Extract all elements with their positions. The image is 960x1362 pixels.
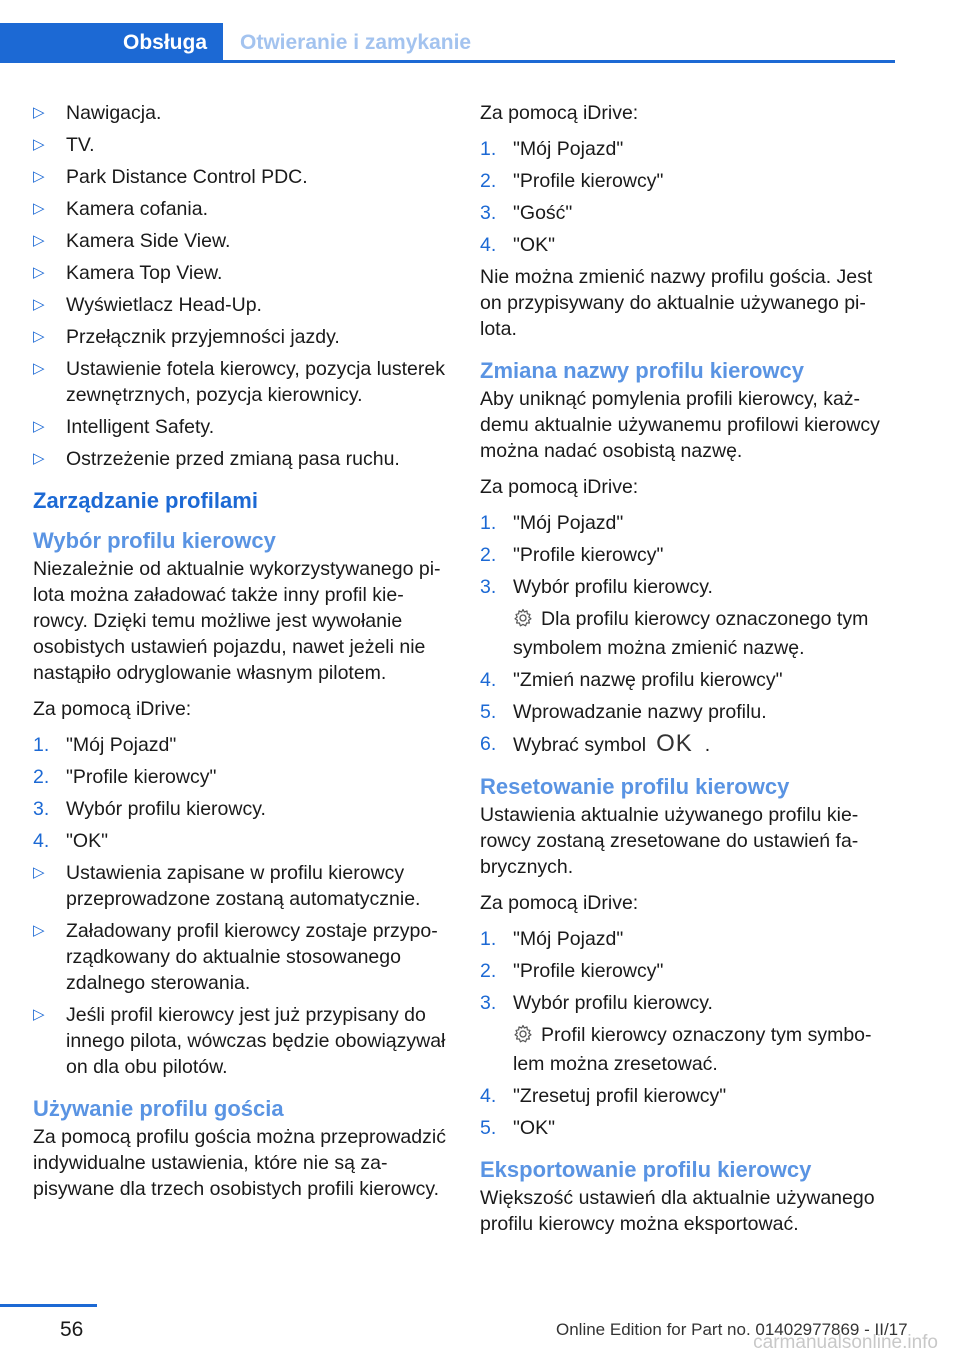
list-item: ▷ Jeśli profil kierowcy jest już przypisany do innego pilota, wówczas będzie obowiązywał on dla obu pilotów. bbox=[33, 1004, 446, 1078]
gear-icon bbox=[513, 608, 533, 635]
guest-profile-note: Nie można zmienić nazwy profilu gościa. Jest on przypisywany do aktualnie używanego pilota. bbox=[480, 266, 873, 340]
list-item: ▷ Ustawienie fotela kierowcy, pozycja lusterek zewnętrznych, pozycja kierownicy. bbox=[33, 358, 445, 406]
heading-rename-profile: Zmiana nazwy profilu kierowcy bbox=[480, 358, 804, 383]
idrive-label: Za pomocą iDrive: bbox=[480, 102, 639, 124]
list-item: ▷ Przełącznik przyjemności jazdy. bbox=[33, 326, 340, 348]
list-item: 3. Wybór profilu kierowcy. bbox=[480, 992, 713, 1014]
section-tab-otwieranie: Otwieranie i zamykanie bbox=[240, 31, 472, 54]
list-item: 5. "OK" bbox=[480, 1117, 556, 1139]
rename-paragraph: Aby uniknąć pomylenia profili kierowcy, każdemu aktualnie używanemu profilowi kierowcy można nadać osobistą nazwę. bbox=[480, 388, 880, 462]
list-item: 1. "Mój Pojazd" bbox=[480, 138, 624, 160]
reset-steps bbox=[480, 926, 893, 1016]
list-item: ▷ Załadowany profil kierowcy zostaje przyporządkowany do aktualnie stosowanego zdalnego sterowania. bbox=[33, 920, 438, 994]
list-item: ▷ Wyświetlacz Head-Up. bbox=[33, 294, 262, 316]
list-item: 4. "OK" bbox=[33, 830, 109, 852]
list-item: ▷ TV. bbox=[33, 134, 95, 156]
page-header bbox=[0, 0, 960, 64]
list-item: 3. Wybór profilu kierowcy. bbox=[33, 798, 266, 820]
list-item: ▷ Nawigacja. bbox=[33, 102, 162, 124]
footer-divider bbox=[0, 1304, 97, 1307]
header-divider bbox=[223, 60, 895, 63]
idrive-label: Za pomocą iDrive: bbox=[33, 698, 192, 720]
feature-list bbox=[33, 100, 448, 472]
reset-steps-cont bbox=[480, 1083, 893, 1141]
list-item: 2. "Profile kierowcy" bbox=[480, 544, 664, 566]
list-item: 3. "Gość" bbox=[480, 202, 573, 224]
gear-icon bbox=[513, 1024, 533, 1051]
list-item: 2. "Profile kierowcy" bbox=[33, 766, 217, 788]
heading-export-profile: Eksportowanie profilu kierowcy bbox=[480, 1157, 812, 1182]
list-item: 2. "Profile kierowcy" bbox=[480, 960, 664, 982]
list-item: 2. "Profile kierowcy" bbox=[480, 170, 664, 192]
list-item: ▷ Park Distance Control PDC. bbox=[33, 166, 308, 188]
left-column bbox=[33, 100, 448, 1212]
select-profile-notes bbox=[33, 860, 448, 1080]
heading-profile-management: Zarządzanie profilami bbox=[33, 488, 258, 513]
rename-symbol-note: Dla profilu kierowcy oznaczonego tym symbolem można zmienić nazwę. bbox=[513, 608, 869, 659]
list-item: 3. Wybór profilu kierowcy. bbox=[480, 576, 713, 598]
edition-text: Online Edition for Part no. 01402977869 - II/17 bbox=[556, 1320, 908, 1339]
list-item: ▷ Kamera cofania. bbox=[33, 198, 208, 220]
list-item: 4. "Zresetuj profil kierowcy" bbox=[480, 1085, 727, 1107]
list-item: ▷ Intelligent Safety. bbox=[33, 416, 215, 438]
list-item: ▷ Ostrzeżenie przed zmianą pasa ruchu. bbox=[33, 448, 400, 470]
heading-reset-profile: Resetowanie profilu kierowcy bbox=[480, 774, 790, 799]
right-column bbox=[480, 100, 893, 1247]
watermark: carmanualsonline.info bbox=[753, 1332, 938, 1353]
idrive-label: Za pomocą iDrive: bbox=[480, 476, 639, 498]
list-item: ▷ Ustawienia zapisane w profilu kierowcy przeprowadzone zostaną automatycznie. bbox=[33, 862, 421, 910]
list-item: 1. "Mój Pojazd" bbox=[480, 928, 624, 950]
list-item: 6. Wybrać symbol OK . bbox=[480, 730, 711, 757]
section-tab-obsluga: Obsługa bbox=[0, 23, 223, 63]
list-item: 5. Wprowadzanie nazwy profilu. bbox=[480, 701, 767, 723]
rename-steps bbox=[480, 510, 893, 600]
select-profile-paragraph: Niezależnie od aktualnie wykorzystywanego pilota można załadować także inny profil kierowcy. Dzięki temu możliwe jest wywołanie osobistych ustawień pojazdu, nawet jeżeli nie nastąpiło odryglowanie własnym pilotem. bbox=[33, 558, 441, 684]
list-item: 4. "Zmień nazwę profilu kierowcy" bbox=[480, 669, 783, 691]
list-item: 4. "OK" bbox=[480, 234, 556, 256]
heading-guest-profile: Używanie profilu gościa bbox=[33, 1096, 284, 1121]
reset-paragraph: Ustawienia aktualnie używanego profilu kierowcy zostaną zresetowane do ustawień fabrycznych. bbox=[480, 804, 859, 878]
export-paragraph: Większość ustawień dla aktualnie używanego profilu kierowcy można eksportować. bbox=[480, 1187, 875, 1235]
idrive-label: Za pomocą iDrive: bbox=[480, 892, 639, 914]
rename-steps-cont bbox=[480, 667, 893, 758]
reset-symbol-note: Profil kierowcy oznaczony tym symbolem można zresetować. bbox=[513, 1024, 872, 1075]
list-item: 1. "Mój Pojazd" bbox=[33, 734, 177, 756]
list-item: ▷ Kamera Side View. bbox=[33, 230, 231, 252]
heading-select-profile: Wybór profilu kierowcy bbox=[33, 528, 276, 553]
select-profile-steps bbox=[33, 732, 448, 854]
guest-profile-paragraph: Za pomocą profilu gościa można przeprowadzić indywidualne ustawienia, które nie są zapisywane dla trzech osobistych profili kierowcy. bbox=[33, 1126, 446, 1200]
list-item: ▷ Kamera Top View. bbox=[33, 262, 223, 284]
page-number: 56 bbox=[60, 1318, 84, 1341]
guest-profile-steps bbox=[480, 136, 893, 258]
list-item: 1. "Mój Pojazd" bbox=[480, 512, 624, 534]
ok-icon: OK bbox=[656, 730, 693, 757]
